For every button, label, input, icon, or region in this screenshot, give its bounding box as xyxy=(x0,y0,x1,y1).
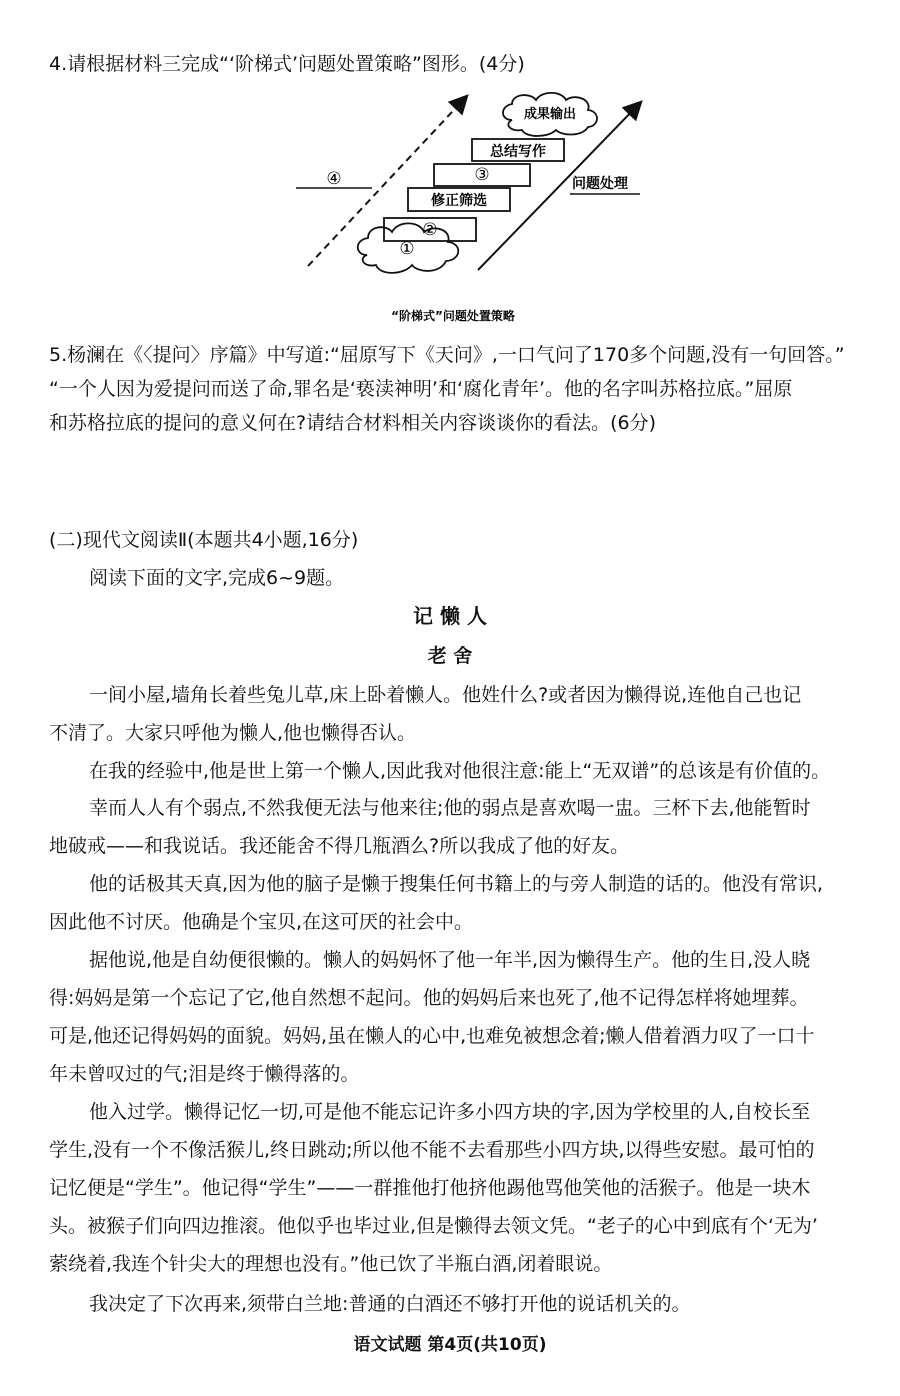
step-box-2 xyxy=(384,218,476,241)
page-footer: 语文试题 第4页(共10页) xyxy=(353,1335,547,1355)
body-line-12: 他入过学。懒得记忆一切,可是他不能忘记许多小四方块的字,因为学校里的人,自校长至 xyxy=(89,1101,811,1123)
body-line-17: 我决定了下次再来,须带白兰地:普通的白酒还不够打开他的说话机关的。 xyxy=(89,1293,691,1315)
ladder-diagram xyxy=(0,80,900,380)
body-line-6: 他的话极其天真,因为他的脑子是懒于搜集任何书籍上的与旁人制造的话的。他没有常识, xyxy=(89,873,824,895)
diagram-caption: “阶梯式”问题处置策略 xyxy=(391,309,515,323)
step-box-summary xyxy=(472,139,564,161)
body-line-2: 不清了。大家只呼他为懒人,他也懒得否认。 xyxy=(49,722,417,744)
article-author: 老 舍 xyxy=(427,645,473,667)
section-heading: (二)现代文阅读Ⅱ(本题共4小题,16分) xyxy=(49,529,359,551)
body-line-13: 学生,没有一个不像活猴儿,终日跳动;所以他不能不去看那些小四方块,以得些安慰。最可怕的 xyxy=(49,1139,815,1161)
body-line-15: 头。被猴子们向四边推滚。他似乎也毕过业,但是懒得去领文凭。“老子的心中到底有个‘无为’ xyxy=(49,1215,818,1237)
question-5-line-1: 5.杨澜在《〈提问〉序篇》中写道:“屈原写下《天问》,一口气问了170多个问题,没有一句回答。” xyxy=(49,344,845,366)
question-5-line-2: “一个人因为爱提问而送了命,罪名是‘亵渎神明’和‘腐化青年’。他的名字叫苏格拉底。”屈原 xyxy=(49,378,793,400)
question-4: 4.请根据材料三完成“‘阶梯式’问题处置策略”图形。(4分) xyxy=(49,53,525,75)
step-box-3 xyxy=(434,164,530,186)
process-label: 问题处理 xyxy=(572,176,628,192)
svg-text:③: ③ xyxy=(474,165,490,185)
body-line-10: 可是,他还记得妈妈的面貌。妈妈,虽在懒人的心中,也难免被想念着;懒人借着酒力叹了一口十 xyxy=(49,1025,815,1047)
body-line-7: 因此他不讨厌。他确是个宝贝,在这可厌的社会中。 xyxy=(49,911,474,933)
svg-text:①: ① xyxy=(399,239,415,259)
svg-text:成果输出: 成果输出 xyxy=(523,107,577,122)
svg-text:②: ② xyxy=(422,220,438,240)
body-line-16: 萦绕着,我连个针尖大的理想也没有。”他已饮了半瓶白酒,闭着眼说。 xyxy=(49,1253,613,1275)
body-line-14: 记忆便是“学生”。他记得“学生”——一群推他打他挤他踢他骂他笑他的活猴子。他是一块木 xyxy=(49,1177,811,1199)
body-line-1: 一间小屋,墙角长着些兔儿草,床上卧着懒人。他姓什么?或者因为懒得说,连他自己也记 xyxy=(89,684,802,706)
instruction: 阅读下面的文字,完成6~9题。 xyxy=(89,567,345,589)
body-line-9: 得:妈妈是第一个忘记了它,他自然想不起问。他的妈妈后来也死了,他不记得怎样将她埋葬。 xyxy=(49,987,809,1009)
circle-4-label: ④ xyxy=(326,169,342,189)
body-line-3: 在我的经验中,他是世上第一个懒人,因此我对他很注意:能上“无双谱”的总该是有价值的。 xyxy=(89,760,831,782)
cloud-step-1 xyxy=(358,223,459,273)
question-5-line-3: 和苏格拉底的提问的意义何在?请结合材料相关内容谈谈你的看法。(6分) xyxy=(49,412,656,434)
article-title: 记 懒 人 xyxy=(413,604,487,628)
svg-text:修正筛选: 修正筛选 xyxy=(431,193,487,209)
step-box-filter xyxy=(408,188,510,211)
cloud-output xyxy=(503,93,597,136)
body-line-11: 年未曾叹过的气;泪是终于懒得落的。 xyxy=(49,1063,360,1085)
body-line-8: 据他说,他是自幼便很懒的。懒人的妈妈怀了他一年半,因为懒得生产。他的生日,没人晓 xyxy=(89,949,811,971)
svg-text:总结写作: 总结写作 xyxy=(490,144,546,160)
body-line-5: 地破戒——和我说话。我还能舍不得几瓶酒么?所以我成了他的好友。 xyxy=(49,835,630,857)
body-line-4: 幸而人人有个弱点,不然我便无法与他来往;他的弱点是喜欢喝一盅。三杯下去,他能暂时 xyxy=(89,797,811,819)
